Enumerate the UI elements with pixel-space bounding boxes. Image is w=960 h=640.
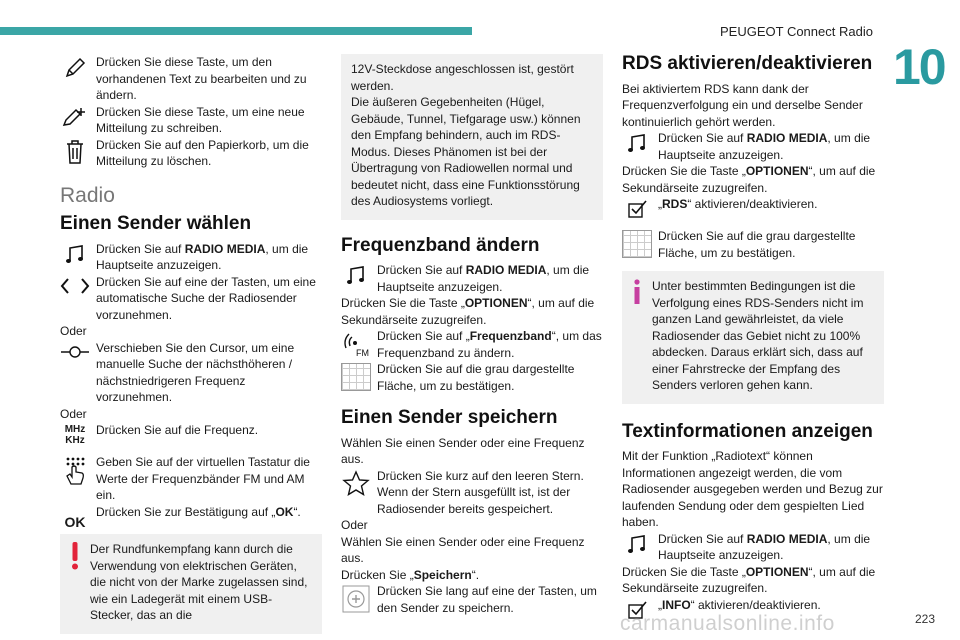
mhz-khz-icon: MHz KHz: [64, 424, 86, 446]
music-note-icon: [341, 264, 371, 292]
watermark: carmanualsonline.info: [620, 612, 835, 635]
instruction-star: Drücken Sie kurz auf den leeren Stern. Wenn der Stern ausgefüllt ist, ist der Radiosender bereits gespeichert.: [341, 468, 603, 518]
trash-icon: [60, 139, 90, 167]
slider-cursor-icon: [60, 342, 90, 370]
pencil-icon: [60, 56, 90, 84]
note-box: 12V-Steckdose angeschlossen ist, gestört werden. Die äußeren Gegebenheiten (Hügel, Gebäude, Tunnel, Tiefgarage usw.) können den Empfang behindern, auch im RDS-Modus. Dieses Phänomen ist bei der Übertragung von Radiowellen normal und bedeutet nicht, dass eine Funktionsstörung des Audiosystems vorliegt.: [341, 54, 603, 220]
column-1: Drücken Sie diese Taste, um den vorhandenen Text zu bearbeiten und zu ändern. Drücken Sie diese Taste, um eine neue Mitteilung zu schreiben. Drücken Sie auf den Papierkorb, um die Mitteilung zu löschen. Radio Einen Sender wählen Drücken Sie auf RADIO MEDIA, um die Hauptseite anzuzeigen. Drücken Sie auf eine der Tasten, um eine automatische Suche der Radiosender vorzunehmen. Oder Verschieben Sie den Cursor, um eine manuelle Suche der nächsthöheren / nächstniedrigeren Frequenz vorzunehmen. Oder MHz KHz Drücken Sie auf die Frequenz. Geben Sie auf der virtuellen Tastatur die Werte der Frequenzbänder FM und AM ein. OK Drücken Sie zur Bestätigung auf „OK“. Der Rundfunkempfang kann durch die Verwendung von elektrischen Geräten, die nicht von der Marke zugelassen sind, wie ein Ladegerät mit einem USB-Stecker, das an die: [60, 54, 322, 634]
music-note-icon: [622, 132, 652, 160]
page-number: 223: [915, 612, 936, 626]
instruction-rds-toggle: „RDS“ aktivieren/deaktivieren.: [622, 196, 884, 222]
instruction-new-message: Drücken Sie diese Taste, um eine neue Mitteilung zu schreiben.: [60, 104, 322, 137]
instruction-rds-confirm: Drücken Sie auf die grau dargestellte Fläche, um zu bestätigen.: [622, 228, 884, 261]
heading-change-band: Frequenzband ändern: [341, 234, 540, 256]
section-title-radio: Radio: [60, 183, 115, 207]
grey-area-icon: [622, 230, 652, 258]
add-preset-icon: [341, 585, 371, 613]
header-bar: [0, 27, 472, 35]
instruction-radio-media: Drücken Sie auf RADIO MEDIA, um die Hauptseite anzuzeigen.: [60, 241, 322, 274]
chapter-number: 10: [893, 39, 945, 95]
instruction-edit: Drücken Sie diese Taste, um den vorhandenen Text zu bearbeiten und zu ändern.: [60, 54, 322, 104]
instruction-delete: Drücken Sie auf den Papierkorb, um die Mitteilung zu löschen.: [60, 137, 322, 170]
instruction-cursor: Verschieben Sie den Cursor, um eine manuelle Suche der nächsthöheren / nächstniedrigeren Frequenz vorzunehmen.: [60, 340, 322, 406]
instruction-confirm-ok: OK Drücken Sie zur Bestätigung auf „OK“.: [60, 504, 322, 521]
svg-text:FM: FM: [356, 348, 369, 358]
warning-exclamation-icon: [70, 542, 80, 575]
music-note-icon: [60, 243, 90, 271]
instruction-info-toggle: „INFO“ aktivieren/deaktivieren.: [622, 597, 884, 614]
instruction-band-radio-media: Drücken Sie auf RADIO MEDIA, um die Hauptseite anzuzeigen.: [341, 262, 603, 295]
instruction-band-select: FM Drücken Sie auf „Frequenzband“, um das Frequenzband zu ändern.: [341, 328, 603, 361]
instruction-frequency: MHz KHz Drücken Sie auf die Frequenz.: [60, 422, 322, 450]
instruction-auto-search: Drücken Sie auf eine der Tasten, um eine automatische Suche der Radiosender vorzunehmen.: [60, 274, 322, 324]
star-outline-icon: [341, 470, 371, 498]
instruction-rds-radio-media: Drücken Sie auf RADIO MEDIA, um die Hauptseite anzuzeigen.: [622, 130, 884, 163]
warning-box: Der Rundfunkempfang kann durch die Verwendung von elektrischen Geräten, die nicht von der Marke zugelassen sind, wie ein Ladegerät mit einem USB-Stecker, das an die: [60, 534, 322, 634]
heading-select-station: Einen Sender wählen: [60, 213, 252, 234]
instruction-keyboard: Geben Sie auf der virtuellen Tastatur die Werte der Frequenzbänder FM und AM ein.: [60, 454, 322, 504]
new-message-icon: [60, 106, 90, 134]
heading-rds: RDS aktivieren/deaktivieren: [622, 53, 873, 74]
instruction-long-press: Drücken Sie lang auf eine der Tasten, um den Sender zu speichern.: [341, 583, 603, 616]
ok-icon: OK: [64, 513, 86, 530]
info-box: Unter bestimmten Bedingungen ist die Verfolgung eines RDS-Senders nicht im ganzen Land gewährleistet, da viele Radiosender das Gebiet nicht zu 100% abdecken. Daraus erklärt sich, dass auf einer Fahrstrecke der Empfang des Senders verloren gehen kann.: [622, 271, 884, 404]
heading-text-info: Textinformationen anzeigen: [622, 420, 873, 442]
chevron-left-right-icon: [60, 276, 90, 304]
grey-area-icon: [341, 363, 371, 391]
column-3: RDS aktivieren/deaktivieren Bei aktiviertem RDS kann dank der Frequenzverfolgung ein und derselbe Sender kontinuierlich gehört werden. Drücken Sie auf RADIO MEDIA, um die Hauptseite anzuzeigen. Drücken Sie die Taste „OPTIONEN“, um auf die Sekundärseite zuzugreifen. „RDS“ aktivieren/deaktivieren. Drücken Sie auf die grau dargestellte Fläche, um zu bestätigen. Unter bestimmten Bedingungen ist die Verfolgung eines RDS-Senders nicht im ganzen Land gewährleistet, da viele Radiosender das Gebiet nicht zu 100% abdecken. Daraus erklärt sich, dass auf einer Fahrstrecke der Empfang des Senders verloren gehen kann. Textinformationen anzeigen Mit der Funktion „Radiotext“ können Informationen angezeigt werden, die vom Radiosender ausgegeben werden und Bezug zur laufenden Sendung oder dem gespielten Lied haben. Drücken Sie auf RADIO MEDIA, um die Hauptseite anzuzeigen. Drücken Sie die Taste „OPTIONEN“, um auf die Sekundärseite zuzugreifen. „INFO“ aktivieren/deaktivieren.: [622, 54, 884, 613]
instruction-band-confirm: Drücken Sie auf die grau dargestellte Fläche, um zu bestätigen.: [341, 361, 603, 394]
column-2: 12V-Steckdose angeschlossen ist, gestört werden. Die äußeren Gegebenheiten (Hügel, Gebäude, Tunnel, Tiefgarage usw.) können den Empfang behindern, auch im RDS-Modus. Dieses Phänomen ist bei der Übertragung von Radiowellen normal und bedeutet nicht, dass eine Funktionsstörung des Audiosystems vorliegt. Frequenzband ändern Drücken Sie auf RADIO MEDIA, um die Hauptseite anzuzeigen. Drücken Sie die Taste „OPTIONEN“, um auf die Sekundärseite zuzugreifen. FM Drücken Sie auf „Frequenzband“, um das Frequenzband zu ändern. Drücken Sie auf die grau dargestellte Fläche, um zu bestätigen. Einen Sender speichern Wählen Sie einen Sender oder eine Frequenz aus. Drücken Sie kurz auf den leeren Stern. Wenn der Stern ausgefüllt ist, ist der Radiosender bereits gespeichert. Oder Wählen Sie einen Sender oder eine Frequenz aus. Drücken Sie „Speichern“. Drücken Sie lang auf eine der Tasten, um den Sender zu speichern.: [341, 54, 603, 616]
checkbox-icon: [622, 198, 652, 226]
music-note-icon: [622, 533, 652, 561]
keypad-touch-icon: [60, 456, 90, 484]
header-title: PEUGEOT Connect Radio: [720, 24, 873, 39]
heading-save-station: Einen Sender speichern: [341, 407, 558, 428]
instruction-text-radio-media: Drücken Sie auf RADIO MEDIA, um die Hauptseite anzuzeigen.: [622, 531, 884, 564]
fm-wave-icon: [341, 330, 371, 358]
info-icon: [632, 279, 642, 310]
